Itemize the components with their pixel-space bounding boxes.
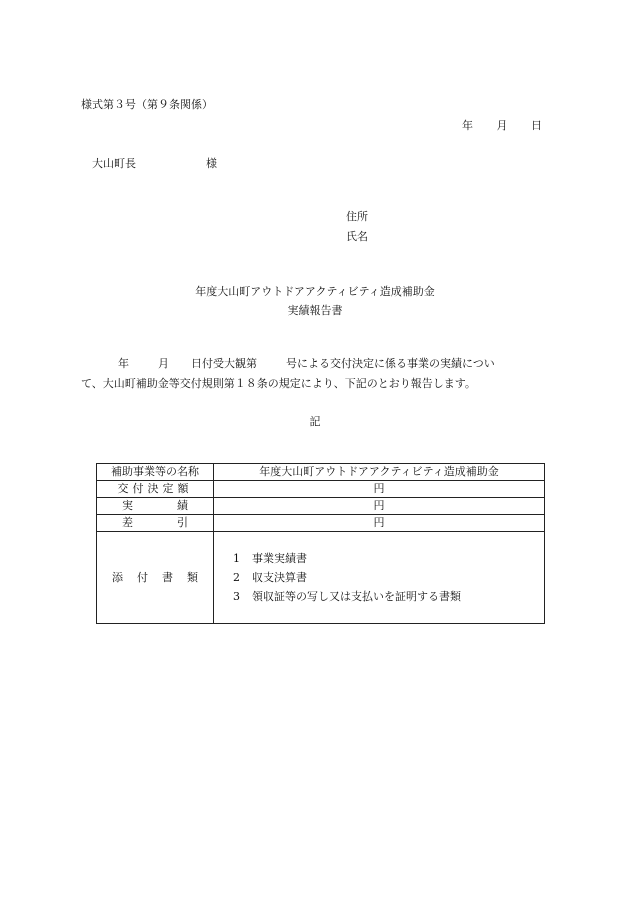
table-row — [97, 481, 545, 498]
actual-label: 実 績 — [97, 498, 214, 515]
addressee-name: 大山町長 — [92, 157, 136, 170]
table-row — [97, 532, 545, 624]
list-item-number: 2 — [233, 571, 240, 584]
attachments-label-char: 書 — [162, 570, 173, 584]
form-number: 様式第３号（第９条関係） — [81, 98, 213, 111]
date-year: 年 — [462, 119, 473, 132]
ki-heading: 記 — [309, 415, 321, 428]
project-name-label: 補助事業等の名称 — [97, 464, 214, 481]
applicant-name-label: 氏名 — [346, 230, 368, 243]
body-year: 年 — [118, 357, 129, 370]
addressee-honorific: 様 — [206, 157, 217, 170]
attachments-label — [97, 532, 214, 624]
body-decision-ref: 日付受大観第 — [191, 357, 257, 370]
attachments-label-char: 付 — [137, 570, 148, 584]
difference-value: 円 — [214, 515, 545, 532]
list-item-text: 事業実績書 — [252, 552, 307, 565]
list-item-text: 領収証等の写し又は支払いを証明する書類 — [252, 590, 461, 603]
document-subtitle: 実績報告書 — [287, 304, 343, 317]
list-item-number: 3 — [233, 590, 240, 603]
attachments-label-char: 類 — [187, 570, 198, 584]
applicant-address-label: 住所 — [346, 210, 368, 223]
actual-value: 円 — [214, 498, 545, 515]
decision-amount-label: 交付決定額 — [97, 481, 214, 498]
list-item — [233, 587, 544, 606]
body-decision-rest: 号による交付決定に係る事業の実績につい — [286, 357, 495, 370]
attachments-list — [214, 532, 545, 624]
date-day: 日 — [531, 119, 542, 132]
list-item-text: 収支決算書 — [252, 571, 307, 584]
list-item — [233, 568, 544, 587]
date-month: 月 — [496, 119, 508, 132]
project-name-value: 年度大山町アウトドアアクティビティ造成補助金 — [214, 464, 545, 481]
body-text-line-1 — [118, 355, 495, 371]
body-text-line-2: て、大山町補助金等交付規則第１８条の規定により、下記のとおり報告します。 — [81, 377, 476, 390]
decision-amount-value: 円 — [214, 481, 545, 498]
difference-label: 差 引 — [97, 515, 214, 532]
date-line — [462, 117, 542, 133]
table-row — [97, 498, 545, 515]
list-item-number: 1 — [233, 552, 240, 565]
table-row — [97, 515, 545, 532]
report-table — [96, 463, 545, 624]
addressee — [92, 155, 217, 171]
body-month: 月 — [158, 357, 169, 370]
attachments-label-char: 添 — [112, 570, 123, 584]
table-row — [97, 464, 545, 481]
document-title: 年度大山町アウトドアアクティビティ造成補助金 — [195, 285, 435, 298]
list-item — [233, 549, 544, 568]
